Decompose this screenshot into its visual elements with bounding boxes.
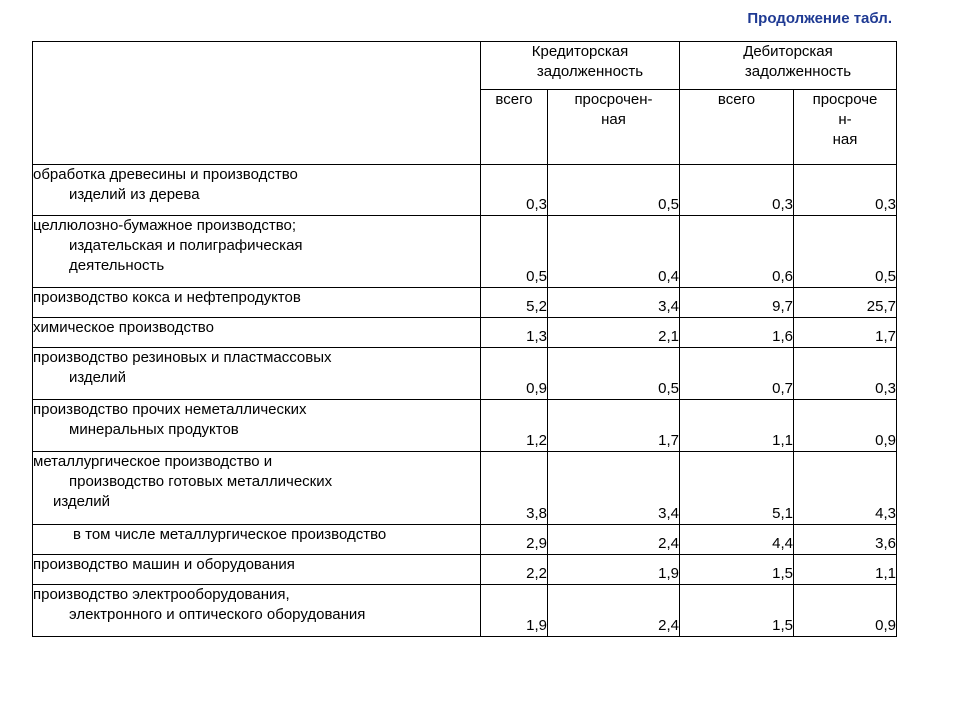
cell-debtor-total: 1,1 (680, 400, 794, 452)
cell-debtor-total: 0,3 (680, 165, 794, 216)
table-row (33, 216, 897, 288)
cell-debtor-overdue: 1,7 (794, 318, 897, 348)
cell-creditor-total: 0,5 (481, 216, 548, 288)
cell-creditor-total: 1,3 (481, 318, 548, 348)
cell-debtor-overdue: 3,6 (794, 525, 897, 555)
table-row (33, 555, 897, 585)
header-creditor-total: всего (481, 90, 548, 165)
cell-creditor-total: 2,2 (481, 555, 548, 585)
cell-creditor-total: 0,9 (481, 348, 548, 400)
cell-creditor-overdue: 0,5 (548, 165, 680, 216)
header-debtor-total: всего (680, 90, 794, 165)
cell-creditor-overdue: 1,7 (548, 400, 680, 452)
row-label: производство электрооборудования, электронного и оптического оборудования (33, 585, 481, 637)
cell-debtor-overdue: 0,3 (794, 348, 897, 400)
debt-table (32, 41, 897, 637)
header-debtor-overdue: просроче н- ная (794, 90, 897, 165)
header-debtor-debt: Дебиторская задолженность (680, 42, 897, 90)
cell-creditor-overdue: 0,4 (548, 216, 680, 288)
cell-debtor-total: 1,5 (680, 555, 794, 585)
cell-debtor-overdue: 1,1 (794, 555, 897, 585)
cell-creditor-total: 5,2 (481, 288, 548, 318)
row-label: целлюлозно-бумажное производство; издательская и полиграфическая деятельность (33, 216, 481, 288)
table-continuation-caption: Продолжение табл. (747, 10, 892, 27)
table-row (33, 400, 897, 452)
table-row (33, 348, 897, 400)
cell-debtor-overdue: 25,7 (794, 288, 897, 318)
cell-debtor-total: 9,7 (680, 288, 794, 318)
table-row (33, 288, 897, 318)
table-row (33, 165, 897, 216)
cell-debtor-total: 4,4 (680, 525, 794, 555)
cell-creditor-overdue: 3,4 (548, 452, 680, 525)
header-creditor-debt: Кредиторская задолженность (481, 42, 680, 90)
header-blank-cell (33, 42, 481, 165)
cell-creditor-total: 2,9 (481, 525, 548, 555)
cell-creditor-overdue: 3,4 (548, 288, 680, 318)
table-row (33, 452, 897, 525)
cell-creditor-overdue: 0,5 (548, 348, 680, 400)
row-label: химическое производство (33, 318, 481, 348)
row-label: в том числе металлургическое производство (33, 525, 481, 555)
cell-debtor-overdue: 0,9 (794, 400, 897, 452)
table-row (33, 525, 897, 555)
cell-creditor-total: 0,3 (481, 165, 548, 216)
row-label: обработка древесины и производство изделий из дерева (33, 165, 481, 216)
cell-debtor-overdue: 4,3 (794, 452, 897, 525)
cell-debtor-overdue: 0,3 (794, 165, 897, 216)
row-label: производство машин и оборудования (33, 555, 481, 585)
cell-debtor-total: 1,5 (680, 585, 794, 637)
row-label: производство резиновых и пластмассовых изделий (33, 348, 481, 400)
table-row (33, 318, 897, 348)
cell-creditor-overdue: 2,1 (548, 318, 680, 348)
row-label: производство кокса и нефтепродуктов (33, 288, 481, 318)
cell-debtor-total: 1,6 (680, 318, 794, 348)
cell-debtor-overdue: 0,9 (794, 585, 897, 637)
cell-debtor-total: 0,7 (680, 348, 794, 400)
cell-creditor-total: 3,8 (481, 452, 548, 525)
cell-creditor-overdue: 2,4 (548, 585, 680, 637)
cell-creditor-total: 1,9 (481, 585, 548, 637)
cell-creditor-total: 1,2 (481, 400, 548, 452)
cell-debtor-total: 0,6 (680, 216, 794, 288)
cell-debtor-overdue: 0,5 (794, 216, 897, 288)
cell-debtor-total: 5,1 (680, 452, 794, 525)
row-label: производство прочих неметаллических минеральных продуктов (33, 400, 481, 452)
cell-creditor-overdue: 2,4 (548, 525, 680, 555)
table-row (33, 585, 897, 637)
cell-creditor-overdue: 1,9 (548, 555, 680, 585)
row-label: металлургическое производство и производство готовых металлических изделий (33, 452, 481, 525)
header-creditor-overdue: просрочен- ная (548, 90, 680, 165)
